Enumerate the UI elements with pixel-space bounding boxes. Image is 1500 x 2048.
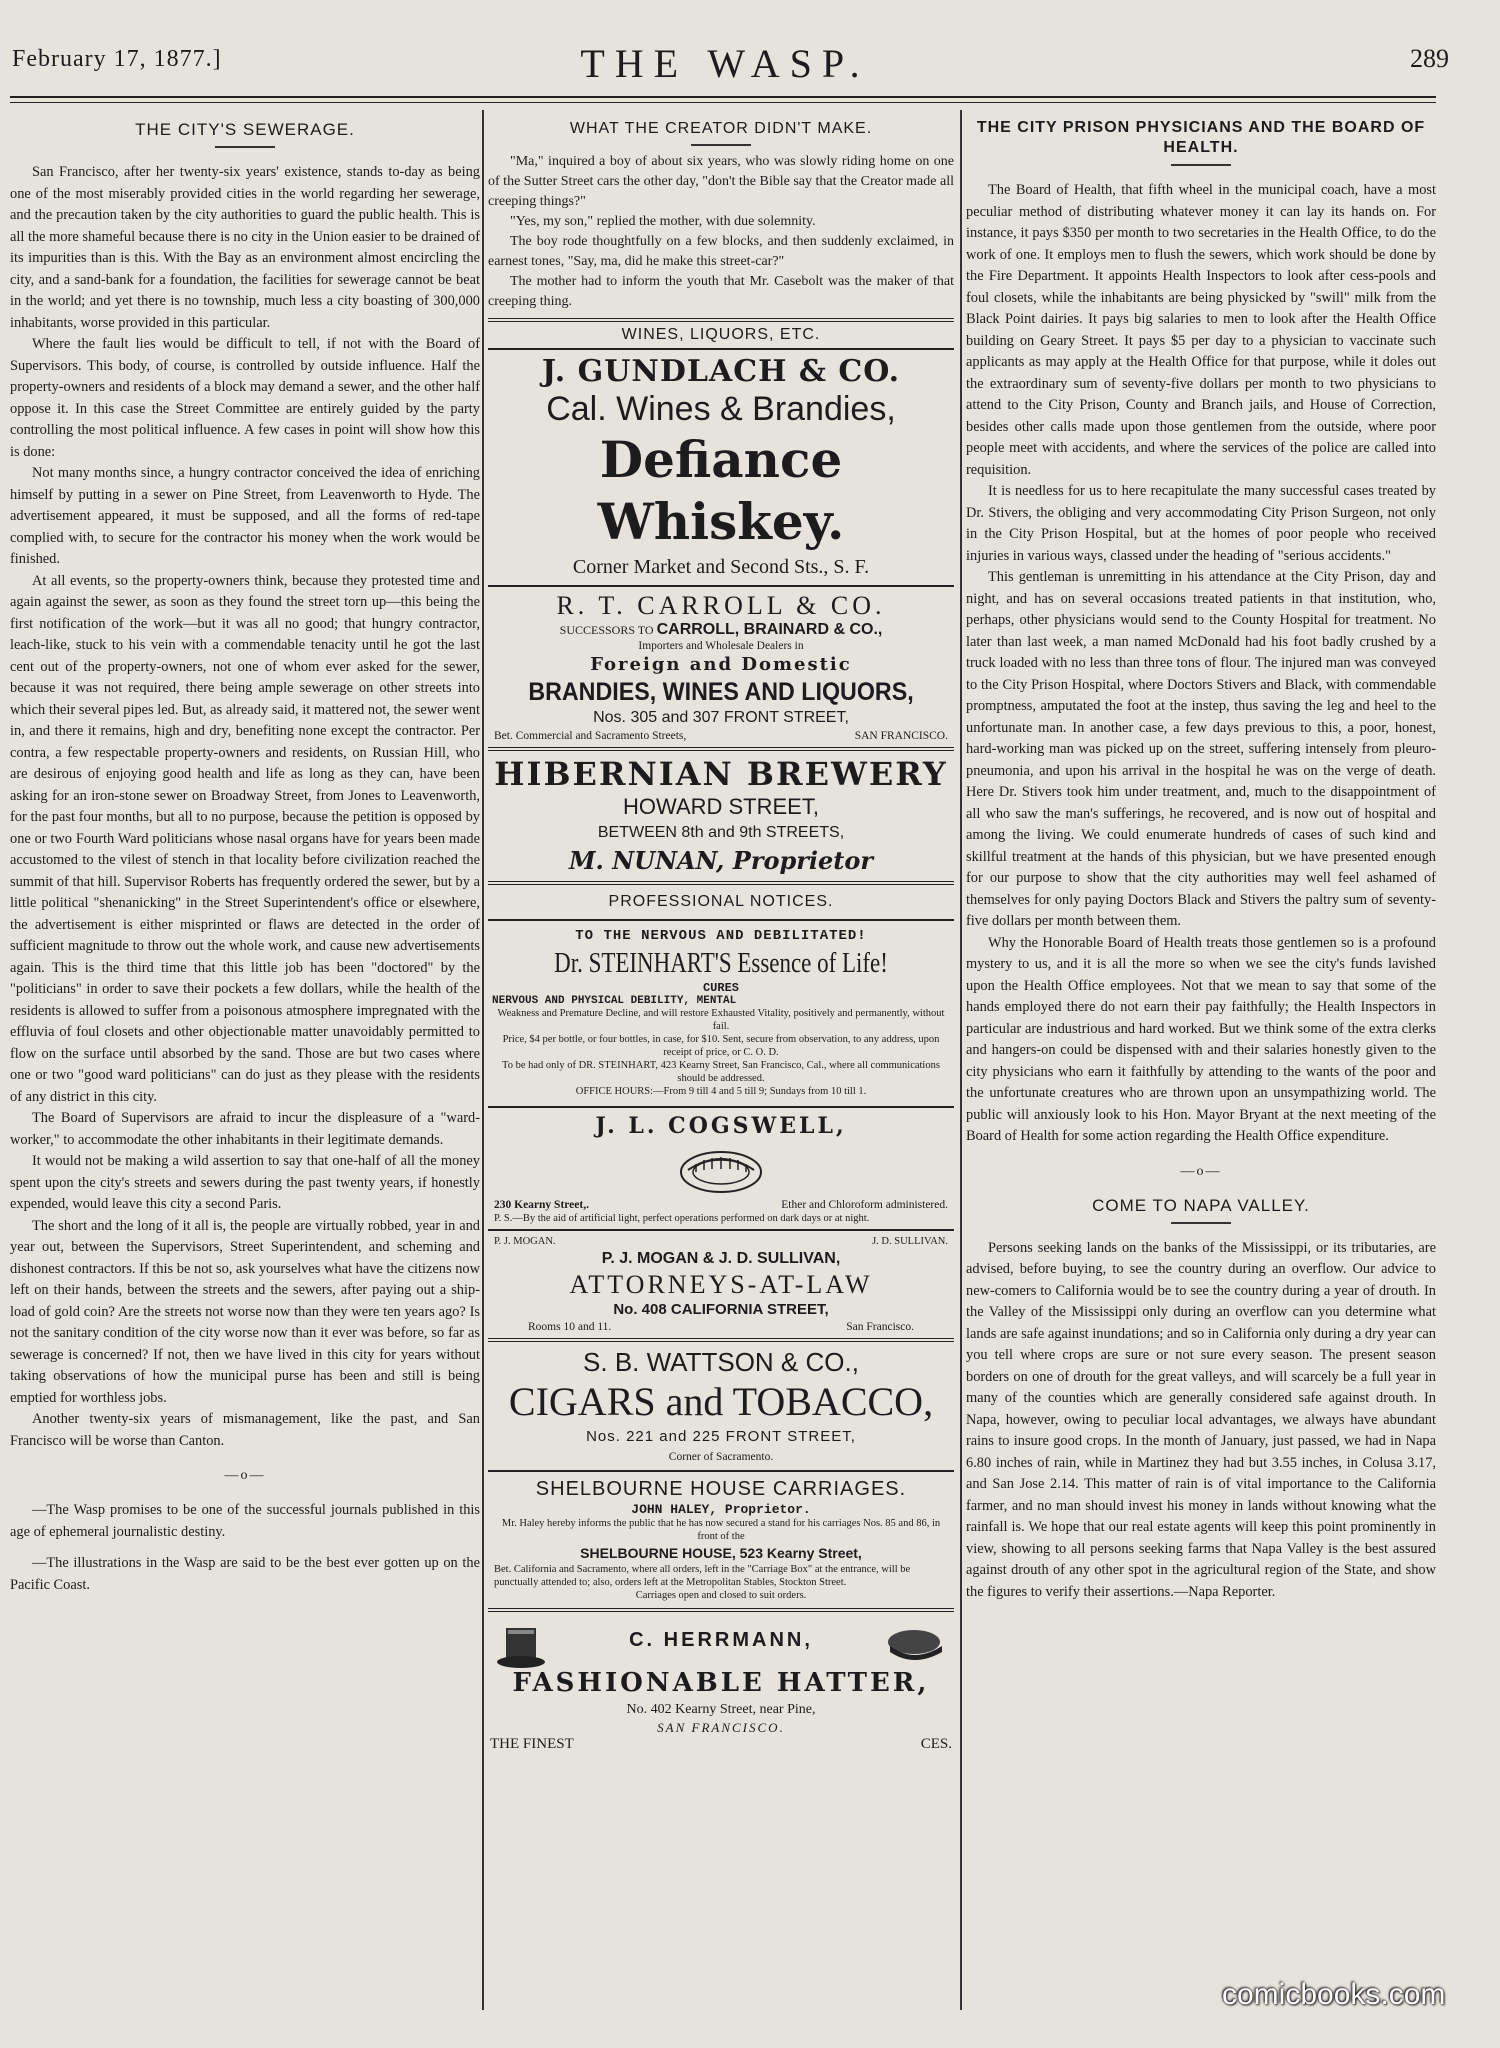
header-rule-2 bbox=[10, 102, 1436, 103]
article-paragraph: Persons seeking lands on the banks of the Mississippi, or its tributaries, are advised, before buying, to see the country during an overflow. Our advice to new-comers to California would be to see the country during a year of drouth. In the Valley of the Mississippi only during an overflow can you determine what lands are safe against inundations; and so in California only during a dry year can you tell where crops are sure or not sure every season. The present season borders on one of drouth for the great valleys, and will scarcely be a full year in many of the counties which are generally considered safe against drouth. In Napa, however, owing to peculiar local advantages, we always have abundant rains to insure good crops. In the month of January, just passed, we had in Napa 6.80 inches of rain, while in Martinez they had but 3.55 inches, in Colusa 3.17, and San Jose 2.14. This matter of rain is of vital importance to the California farmer, and no man should invest his money in lands without knowing what the rainfall is. We hope that our real estate agents will keep this point prominently in view, showing to all persons seeking farms that Napa Valley is the best assured against drouth of any other spot in the agricultural region of the State, and show the figures to verify their assertions.—Napa Reporter. bbox=[966, 1239, 1436, 1600]
article-paragraph: "Yes, my son," replied the mother, with due solemnity. bbox=[510, 214, 816, 229]
article-paragraph: Where the fault lies would be difficult to tell, if not with the Board of Supervisors. This body, of course, is controlled by outside influence. Half the property-owners and residents of a block may demand a sewer, and the other half oppose it. In this case the Street Committee are entirely guided by the party controlling the most political influence. A few cases in point will show how this is done: bbox=[10, 336, 480, 460]
article-paragraph: Another twenty-six years of mismanagement, like the past, and San Francisco will be worse than Canton. bbox=[10, 1411, 480, 1449]
section-heading-professional: PROFESSIONAL NOTICES. bbox=[488, 881, 954, 919]
ad-wattson: S. B. WATTSON & CO., CIGARS and TOBACCO, Nos. 221 and 225 FRONT STREET, Corner of Sacramento. bbox=[488, 1338, 954, 1470]
ad-gundlach: J. GUNDLACH & CO. Cal. Wines & Brandies, Defiance Whiskey. Corner Market and Second Sts., S. F. bbox=[488, 348, 954, 585]
article-paragraph: The short and the long of it all is, the people are virtually robbed, year in and year out, between the Supervisors, Street Superintendent, and scheming and dishonest contractors. If this be not so, ask yourselves what have the citizens now left on their hands, between the streets and the sewers, after paying out a ship-load of gold coin? Are the streets not worse now than they were ten years ago? Is not the sanitary condition of the city worse now than it ever was before, so far as sewerage is concerned? If not, then we have lived in this city for years without taking observations of how the municipal purse has been and still is being emptied for worthless jobs. bbox=[10, 1217, 480, 1406]
news-note: —The Wasp promises to be one of the successful journals published in this age of ephemeral journalistic destiny. bbox=[10, 1502, 480, 1540]
article-title: WHAT THE CREATOR DIDN'T MAKE. bbox=[569, 120, 873, 137]
article-paragraph: Not many months since, a hungry contractor conceived the idea of enriching himself by putting in a sewer on Pine Street, from Leavenworth to Hyde. The advertisement appeared, it must be supposed, and all the forms of red-tape complied with, to secure for the contractor his money when the work would be finished. bbox=[10, 465, 480, 567]
ad-carroll: R. T. CARROLL & CO. SUCCESSORS TO CARROLL, BRAINARD & CO., Importers and Wholesale Dealers in Foreign and Domestic BRANDIES, WINES AND LIQUORS, Nos. 305 and 307 FRONT STREET, Bet. Commercial and Sacramento Streets, SAN FRANCISCO. bbox=[488, 585, 954, 747]
column-divider-2 bbox=[960, 110, 962, 2010]
page-number: 289 bbox=[1410, 44, 1449, 73]
title-rule bbox=[1171, 1222, 1231, 1224]
ad-mogan-sullivan: P. J. MOGAN. J. D. SULLIVAN. P. J. MOGAN & J. D. SULLIVAN, ATTORNEYS-AT-LAW No. 408 CALIFORNIA STREET, Rooms 10 and 11. San Francisco. bbox=[488, 1229, 954, 1338]
article-paragraph: The mother had to inform the youth that Mr. Casebolt was the maker of that creeping thing. bbox=[488, 274, 954, 309]
section-separator: —o— bbox=[224, 1468, 266, 1483]
title-rule bbox=[691, 144, 751, 146]
ad-cogswell: J. L. COGSWELL, 230 Kearny Street,. Ether and Chloroform administered. P. S.—By the aid of artificial light, perfect operations performed on dark days or at night. bbox=[488, 1106, 954, 1229]
ad-shelbourne: SHELBOURNE HOUSE CARRIAGES. JOHN HALEY, Proprietor. Mr. Haley hereby informs the public that he has now secured a stand for his carriages Nos. 85 and 86, in front of the SHELBOURNE HOUSE, 523 Kearny Street, Bet. California and Sacramento, where all orders, left in the "Carriage Box" at the entrance, will be punctually attended to; also, orders left at the Metropolitan Stables, Stockton Street. Carriages open and closed to suit orders. bbox=[488, 1470, 954, 1608]
article-title-napa: COME TO NAPA VALLEY. bbox=[1092, 1195, 1310, 1215]
ad-hibernian: HIBERNIAN BREWERY HOWARD STREET, BETWEEN 8th and 9th STREETS, M. NUNAN, Proprietor bbox=[488, 747, 954, 881]
news-note: —The illustrations in the Wasp are said to be the best ever gotten up on the Pacific Coast. bbox=[10, 1555, 480, 1593]
cap-icon bbox=[884, 1624, 946, 1668]
article-title: THE CITY'S SEWERAGE. bbox=[135, 120, 355, 139]
issue-date: February 17, 1877.] bbox=[12, 46, 222, 72]
ad-name: J. GUNDLACH & CO. bbox=[541, 354, 901, 389]
dentures-icon bbox=[676, 1142, 766, 1196]
article-paragraph: San Francisco, after her twenty-six years' existence, stands to-day as being one of the most miserably provided cities in the world regarding her sewerage, and the precaution taken by the city authorities to guard the public health. This is all the more shameful because there is no city in the Union easier to be drained of its impurities than is this. With the Bay as an environment almost encircling the city, and a sand-bank for a foundation, the facilities for sewerage cannot be beat in the world; and yet there is no township, much less a city boasting of 300,000 inhabitants, worse provided in this particular. bbox=[10, 164, 480, 331]
article-paragraph: This gentleman is unremitting in his attendance at the City Prison, day and night, and has on several occasions treated patients in that institution, who, perhaps, other physicians would send to the County Hospital for treatment. No later than last week, a man named McDonald had his foot badly crushed by a truck loaded with no less than three tons of flour. The injured man was conveyed to the City Prison Hospital, where Doctors Stivers and Black, with commendable promptness, amputated the foot at the instep, thus saving the leg and heel to the unfortunate man. In another case, a few days previous to this, a poor, honest, hard-working man was picked up on the street, suffering intensely from pleuro-pneumonia, and upon his arrival in the hospital he was on the verge of death. Here Dr. Stivers took him under treatment, and, much to the disappointment of all who saw the man's sufferings, he recovered, and is now out of hospital and among the living. We could enumerate hundreds of cases of such kind and skillful treatment at the hands of this physician, but we have presented enough for our purpose to show that the city authorities may well feel ashamed of themselves for only paying Doctors Black and Stivers the paltry sum of seventy-five dollars per month between them. bbox=[966, 569, 1436, 929]
title-rule bbox=[1171, 164, 1231, 166]
article-paragraph: It is needless for us to here recapitulate the many successful cases treated by Dr. Stivers, the obliging and very accommodating City Prison Surgeon, not only in the City Prison Hospital, but at the homes of poor people who received injuries in various ways, classed under the heading of "serious accidents." bbox=[966, 483, 1436, 564]
column-sewerage bbox=[10, 112, 480, 2012]
article-title: THE CITY PRISON PHYSICIANS AND THE BOARD OF HEALTH. bbox=[976, 119, 1426, 156]
article-paragraph: The Board of Health, that fifth wheel in the municipal coach, have a most peculiar method of distributing whatever money it can lay its hands on. For instance, it pays $350 per month to two secretaries in the Health Office, to do the work of one. It employs men to flush the sewers, which work should be done by the Fire Department. It appoints Health Inspectors to look after cess-pools and foul closets, while the inhabitants are being physicked by "swill" milk from the Black Point dairies. It pays big salaries to men to look after the Health Office building on Geary Street. It pays $5 per day to a physician to vaccinate such applicants as may apply at the Health Office for that purpose, while it doles out the extraordinary sum of seventy-five dollars per month to two physicians to attend to the City Prison, County and Branch jails, and House of Correction, besides other calls made upon those gentlemen from the outside, where poor people meet with accidents, and where the services of the police are called into requisition. bbox=[966, 182, 1436, 478]
top-hat-icon bbox=[494, 1622, 548, 1672]
column-prison-physicians bbox=[966, 112, 1436, 2012]
article-paragraph: It would not be making a wild assertion to say that one-half of all the money spent upon the city's streets and sewers during the past twenty years, if honestly expended, would leave this city a second Paris. bbox=[10, 1153, 480, 1212]
column-divider-1 bbox=[482, 110, 484, 2010]
section-separator: —o— bbox=[1180, 1163, 1222, 1179]
article-paragraph: Why the Honorable Board of Health treats those gentlemen so is a profound mystery to us, and it is all the more so when we see the city's funds lavished upon the Health Office employees. Not that we mean to say that some of the hands employed there do not earn their pay faithfully; the Health Inspectors in particular are industrious and hard worked. But we think some of the extra clerks and hangers-on could be dispensed with and their salaries honestly given to the city physicians who earn it faithfully by attending to the wants of the poor and the unfortunate creatures who are thrown upon an unsympathizing world. The public will anxiously look to his Hon. Mayor Bryant at the next meeting of the Board of Health for some action regarding the Health Office expenditure. bbox=[966, 934, 1436, 1144]
article-paragraph: At all events, so the property-owners think, because they protested time and again against the sewer, as soon as they found the street torn up—this being the first notification of the work—but it was all no good; that hungry contractor, leach-like, stuck to his vein with a commendable tenacity until he got the last cent out of the property-owners, not one of whom ever asked for the sewer, because it was not required, there being ample sewerage on other streets into which their several pipes led. But, as already said, it mattered not, the sewer went in, and there it remains, high and dry, benefiting none except the contractor. Per contra, a few respectable property-owners and residents, on Russian Hill, who are desirous of enjoying good health and life as long as they can, have been asking for an iron-stone sewer on Broadway Street, from Jones to Leavenworth, for the past four months, but all to no purpose, because the petition is opposed by one or two Fourth Ward politicians whose nasal organs have for years been made accustomed to the vilest of stench in that locality before civilization reached the summit of that hill. Supervisor Roberts has frequently ordered the sewer, but by a little political "shenanicking" in the Street Superintendent's office or elsewhere, the advertisement is either misprinted or flaws are detected in the order of sufficient magnitude to throw out the whole work, and cause new advertisements again. This is the third time that this little job has been "doctored" by the "politicians" in order to save their pockets a few dollars, while the health of the residents is allowed to suffer from a poisonous atmosphere impregnated with the effluvia of foul closets and other objectionable matter unavoidably permitted to flow on the surface until absorbed by the sand. Those are but two cases where one or two "good ward politicians" can do just as they please with the residents of any district in this city. bbox=[10, 572, 480, 1105]
header-rule bbox=[10, 96, 1436, 98]
column-ads bbox=[488, 112, 954, 2012]
article-paragraph: The boy rode thoughtfully on a few blocks, and then suddenly exclaimed, in earnest tones, "Say, ma, did he make this street-car?" bbox=[488, 234, 954, 269]
article-paragraph: "Ma," inquired a boy of about six years, who was slowly riding home on one of the Sutter Street cars the other day, "don't the Bible say that the Creator made all creeping things?" bbox=[488, 154, 954, 209]
article-paragraph: The Board of Supervisors are afraid to incur the displeasure of a "ward-worker," to accommodate the other inhabitants in their legitimate demands. bbox=[10, 1110, 480, 1148]
ad-herrmann: C. HERRMANN, FASHIONABLE HATTER, No. 402 Kearny Street, near Pine, SAN FRANCISCO. THE FINEST CES. bbox=[488, 1608, 954, 1757]
masthead bbox=[0, 0, 1500, 100]
title-rule bbox=[215, 146, 275, 148]
section-heading-wines: WINES, LIQUORS, ETC. bbox=[488, 318, 954, 348]
newspaper-title: THE WASP. bbox=[580, 41, 870, 86]
watermark: comicbooks.com bbox=[1222, 1978, 1446, 2011]
ad-steinhart: TO THE NERVOUS AND DEBILITATED! Dr. STEINHART'S Essence of Life! CURES NERVOUS AND PHYSICAL DEBILITY, MENTAL Weakness and Premature Decline, and will restore Exhausted Vitality, positively and permanently, without fail. Price, $4 per bottle, or four bottles, in case, for $10. Sent, secure from observation, to any address, upon receipt of price, or C. O. D. To be had only of DR. STEINHART, 423 Kearny Street, San Francisco, Cal., where all communications should be addressed. OFFICE HOURS:—From 9 till 4 and 5 till 9; Sundays from 10 till 1. bbox=[488, 919, 954, 1106]
